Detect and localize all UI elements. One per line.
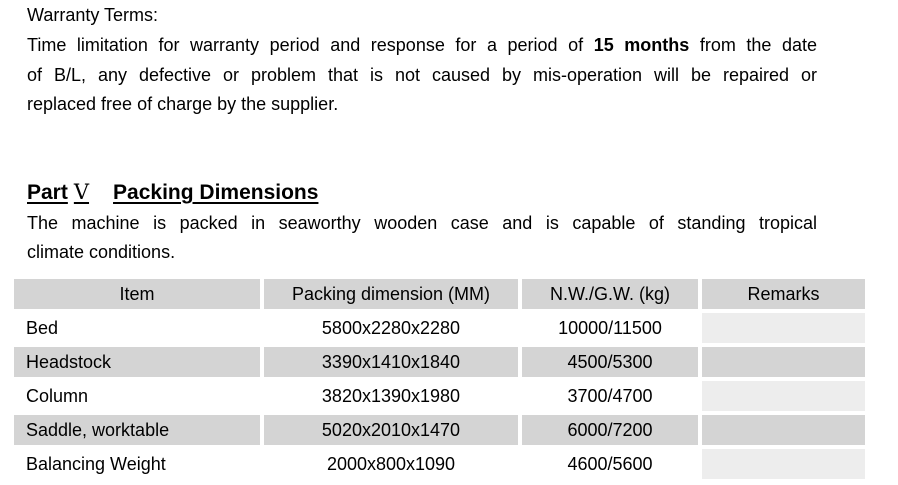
cell-dimension: 5020x2010x1470 (264, 415, 522, 449)
cell-remarks (702, 313, 865, 347)
section-title-text: Packing Dimensions (113, 181, 319, 204)
warranty-paragraph (27, 31, 817, 120)
cell-dimension: 2000x800x1090 (264, 449, 522, 483)
table-row (14, 381, 865, 415)
cell-remarks (702, 449, 865, 483)
warranty-line-1-start: Time limitation for warranty period and response for a period of (27, 35, 594, 55)
cell-weight: 4500/5300 (522, 347, 702, 381)
section-part-numeral: Ⅴ (73, 180, 90, 204)
header-remarks: Remarks (702, 279, 865, 313)
packing-description (27, 209, 817, 267)
cell-remarks (702, 381, 865, 415)
table-row (14, 449, 865, 483)
packing-description-line-2: climate conditions. (27, 242, 176, 262)
warranty-line-1 (27, 31, 817, 61)
packing-description-line-1: The machine is packed in seaworthy wooden case and is capable of standing tropical (27, 213, 817, 233)
cell-item: Saddle, worktable (14, 415, 264, 449)
cell-dimension: 3390x1410x1840 (264, 347, 522, 381)
header-item: Item (14, 279, 264, 313)
cell-item: Balancing Weight (14, 449, 264, 483)
table-header-row (14, 279, 865, 313)
table-row (14, 347, 865, 381)
warranty-heading: Warranty Terms: (27, 5, 159, 25)
cell-remarks (702, 347, 865, 381)
warranty-line-2: of B/L, any defective or problem that is not caused by mis-operation will be repaired or (27, 64, 817, 85)
header-packing-dimension: Packing dimension (MM) (264, 279, 522, 313)
warranty-line-3: replaced free of charge by the supplier. (27, 94, 339, 114)
section-part-label: Part (27, 181, 68, 204)
cell-weight: 6000/7200 (522, 415, 702, 449)
cell-item: Column (14, 381, 264, 415)
section-title (27, 178, 318, 207)
cell-item: Headstock (14, 347, 264, 381)
cell-weight: 3700/4700 (522, 381, 702, 415)
cell-weight: 4600/5600 (522, 449, 702, 483)
warranty-period-emphasis: 15 months (593, 35, 690, 55)
cell-dimension: 5800x2280x2280 (264, 313, 522, 347)
table-row (14, 313, 865, 347)
cell-remarks (702, 415, 865, 449)
header-weight: N.W./G.W. (kg) (522, 279, 702, 313)
table-row (14, 415, 865, 449)
cell-dimension: 3820x1390x1980 (264, 381, 522, 415)
packing-dimensions-table (14, 279, 865, 483)
cell-weight: 10000/11500 (522, 313, 702, 347)
warranty-line-1-end: from the date (689, 35, 817, 55)
cell-item: Bed (14, 313, 264, 347)
